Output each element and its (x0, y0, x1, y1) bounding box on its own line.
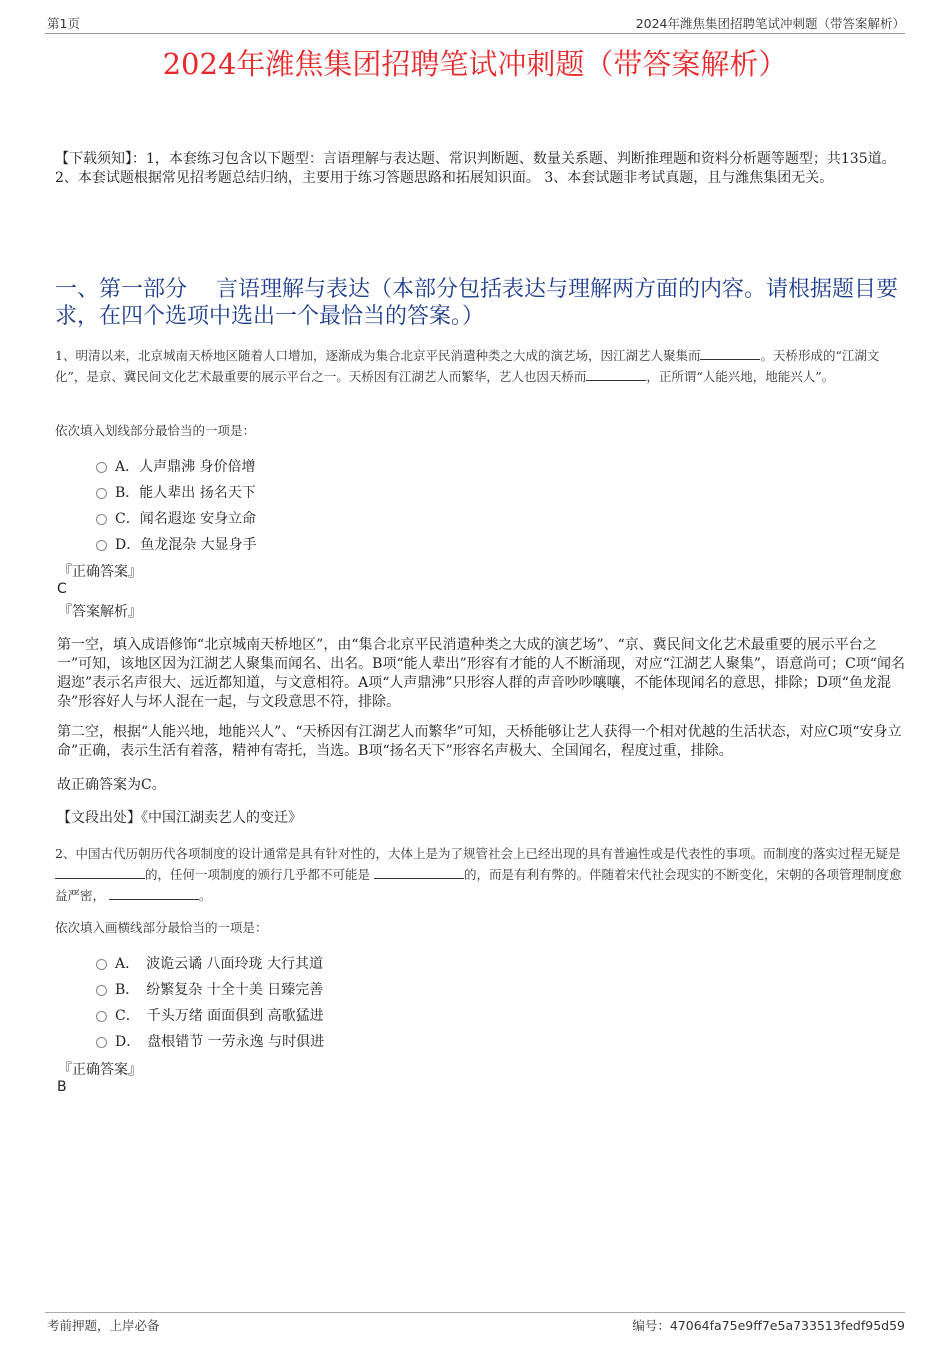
radio-icon[interactable] (96, 514, 107, 525)
q1-answer-label: 『正确答案』 (58, 564, 142, 580)
page-number: 第1页 (47, 16, 80, 31)
stem-text: 。 (199, 888, 212, 903)
option-label: B．能人辈出 扬名天下 (115, 485, 256, 501)
header-divider (45, 33, 905, 34)
radio-icon[interactable] (96, 488, 107, 499)
radio-icon[interactable] (96, 1037, 107, 1048)
q2-option-d[interactable] (96, 1031, 324, 1051)
section-heading: 一、第一部分 言语理解与表达（本部分包括表达与理解两方面的内容。请根据题目要求，在四个选项中选出一个最恰当的答案。） (55, 277, 898, 329)
blank (700, 347, 760, 360)
option-label: B． 纷繁复杂 十全十美 日臻完善 (115, 982, 324, 998)
option-label: D． 盘根错节 一劳永逸 与时俱进 (115, 1034, 325, 1050)
option-label: A．人声鼎沸 身价倍增 (115, 459, 256, 475)
q2-option-b[interactable] (96, 979, 323, 999)
stem-text: 的，任何一项制度的颁行几乎都不可能是 (145, 867, 371, 882)
blank (374, 866, 464, 879)
radio-icon[interactable] (96, 985, 107, 996)
header-doc-title: 2024年潍焦集团招聘笔试冲刺题（带答案解析） (635, 16, 905, 31)
download-notice: 【下载须知】：1，本套练习包含以下题型：言语理解与表达题、常识判断题、数量关系题、判断推理题和资料分析题等题型；共135道。 2、本套试题根据常见招考题总结归纳，主要用于练习答题思路和拓展知识面。 3、本套试题非考试真题，且与潍焦集团无关。 (55, 151, 896, 186)
question-2-prompt: 依次填入画横线部分最恰当的一项是： (55, 920, 268, 935)
q1-analysis-2: 第二空，根据“人能兴地，地能兴人”、“天桥因有江湖艺人而繁华”可知，天桥能够让艺人获得一个相对优越的生活状态，对应C项“安身立命”正确，表示生活有着落，精神有寄托，当选。B项“扬名天下”形容名声极大、全国闻名，程度过重，排除。 (57, 724, 902, 759)
q1-analysis-1: 第一空，填入成语修饰“北京城南天桥地区”，由“集合北京平民消遣种类之大成的演艺场”、“京、冀民间文化艺术最重要的展示平台之一”可知，该地区因为江湖艺人聚集而闻名、出名。B项“能人辈出”形容有才能的人不断涌现，对应“江湖艺人聚集”，语意尚可；C项“闻名遐迩”表示名声很大、远近都知道，与文意相符。A项“人声鼎沸”只形容人群的声音吵吵嚷嚷，不能体现闻名的意思，排除；D项“鱼龙混杂”形容好人与坏人混在一起，与文段意思不符，排除。 (57, 637, 905, 710)
option-label: D．鱼龙混杂 大显身手 (115, 537, 257, 553)
question-2-stem (55, 843, 905, 906)
q1-option-d[interactable] (96, 534, 257, 554)
stem-text: ，正所谓“人能兴地，地能兴人”。 (646, 369, 835, 384)
radio-icon[interactable] (96, 1011, 107, 1022)
q1-analysis-label: 『答案解析』 (58, 604, 142, 620)
footer-slogan: 考前押题，上岸必备 (47, 1318, 160, 1333)
radio-icon[interactable] (96, 462, 107, 473)
footer-divider (45, 1312, 905, 1313)
q2-answer: B (57, 1079, 67, 1095)
stem-text: 1、明清以来，北京城南天桥地区随着人口增加，逐渐成为集合北京平民消遣种类之大成的演艺场，因江湖艺人聚集而 (55, 348, 701, 363)
blank (109, 887, 199, 900)
stem-text: 2、中国古代历朝历代各项制度的设计通常是具有针对性的，大体上是为了规管社会上已经出现的具有普遍性或是代表性的事项。而制度的落实过程无疑是 (55, 846, 901, 861)
question-1-stem (55, 345, 905, 387)
q1-analysis-3: 故正确答案为C。 (57, 777, 166, 793)
radio-icon[interactable] (96, 540, 107, 551)
option-label: C． 千头万绪 面面俱到 高歌猛进 (115, 1008, 324, 1024)
document-title: 2024年潍焦集团招聘笔试冲刺题（带答案解析） (162, 47, 788, 81)
stem-text: 。天桥形成的“江湖文化”，是京、冀民间文化艺术最重要的展示平台之一。天桥因有江湖艺人而繁华，艺人也因天桥而 (55, 348, 880, 384)
q1-option-b[interactable] (96, 482, 256, 502)
option-label: A． 波诡云谲 八面玲珑 大行其道 (115, 956, 324, 972)
q2-option-c[interactable] (96, 1005, 324, 1025)
q2-answer-label: 『正确答案』 (58, 1062, 142, 1078)
stem-text: 的，而是有利有弊的。伴随着宋代社会现实的不断变化，宋朝的各项管理制度愈益严密， (55, 867, 902, 903)
q1-source: 【文段出处】《中国江湖卖艺人的变迁》 (57, 810, 302, 826)
blank (55, 866, 145, 879)
blank (586, 368, 646, 381)
q1-option-c[interactable] (96, 508, 256, 528)
q1-option-a[interactable] (96, 456, 256, 476)
radio-icon[interactable] (96, 959, 107, 970)
q2-option-a[interactable] (96, 953, 323, 973)
question-1-prompt: 依次填入划线部分最恰当的一项是： (55, 423, 256, 438)
document-id: 编号：47064fa75e9ff7e5a733513fedf95d59 (632, 1318, 905, 1333)
q1-answer: C (57, 581, 67, 597)
option-label: C．闻名遐迩 安身立命 (115, 511, 257, 527)
